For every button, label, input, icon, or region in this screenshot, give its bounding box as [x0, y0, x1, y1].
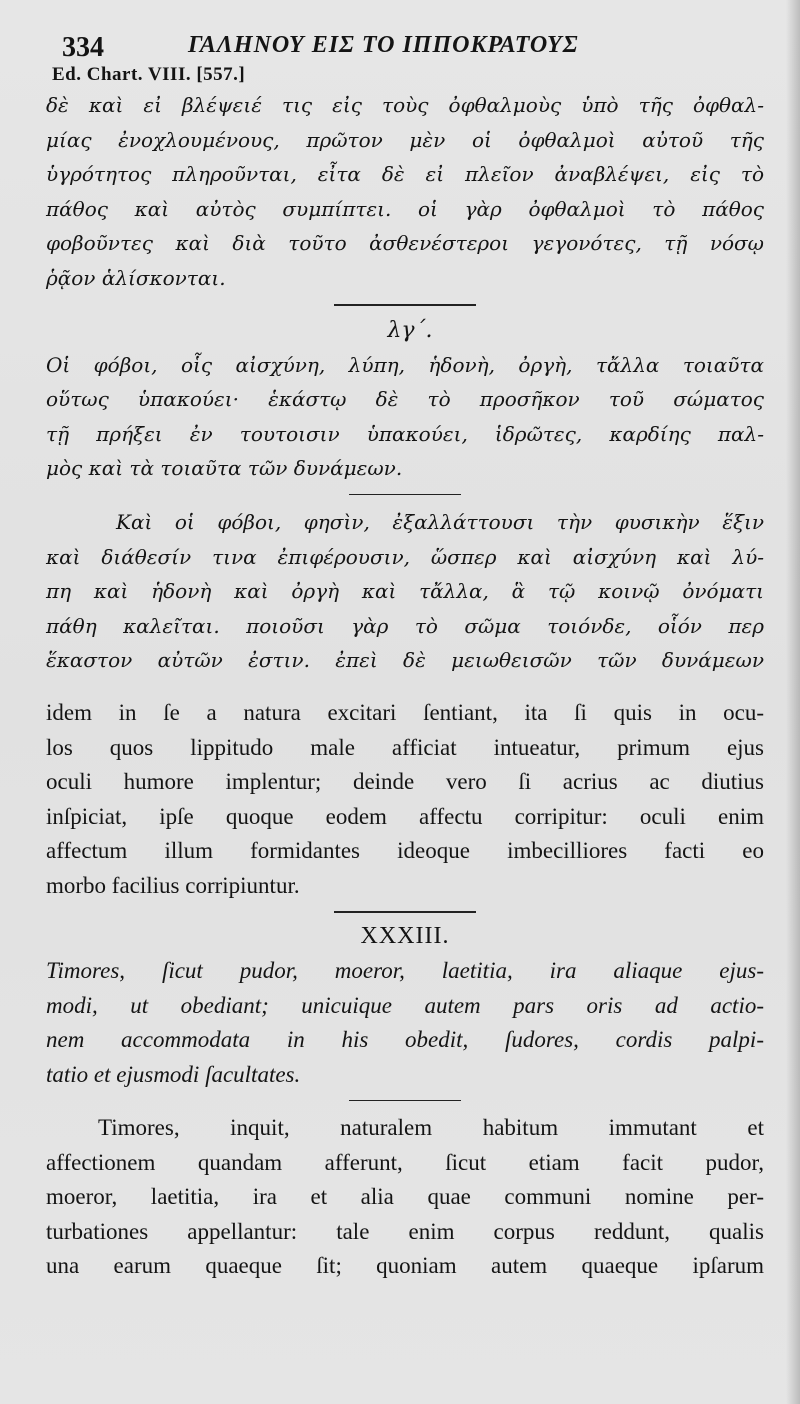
text-line: δὲ καὶ εἰ βλέψειέ τις εἰς τοὺς ὀφθαλμοὺς ὑπὸ τῆς ὀφθαλ- [46, 93, 764, 117]
text-line: Οἱ φόβοι, οἷς αἰσχύνη, λύπη, ἡδονὴ, ὀργὴ, τἄλλα τοιαῦτα [46, 352, 764, 377]
text-line: καὶ διάθεσίν τινα ἐπιφέρουσιν, ὥσπερ καὶ αἰσχύνη καὶ λύ- [46, 544, 764, 569]
text-line: ὑγρότητος πληροῦνται, εἶτα δὲ εἰ πλεῖον ἀναβλέψει, εἰς τὸ [46, 162, 764, 187]
text-line: affectum illum formidantes ideoque imbecilliores facti eo [46, 838, 764, 864]
greek-commentary-continued [46, 88, 764, 296]
text-line: tatio et ejusmodi ſacultates. [46, 1061, 301, 1087]
running-head [46, 30, 764, 64]
page-number: 334 [62, 32, 104, 63]
section-divider [349, 1100, 461, 1101]
text-line: oculi humore implentur; deinde vero ſi acrius ac diutius [46, 769, 764, 795]
text-line: idem in ſe a natura excitari ſentiant, ita ſi quis in ocu- [46, 699, 764, 725]
text-line: los quos lippitudo male afficiat intueatur, primum ejus [46, 734, 764, 760]
text-line: modi, ut obediant; unicuique autem pars oris ad actio- [46, 992, 764, 1018]
text-line: τῇ πρήξει ἐν τουτοισιν ὑπακούει, ἱδρῶτες, καρδίης παλ- [46, 421, 764, 446]
section-divider [334, 304, 476, 306]
text-line: οὕτως ὑπακούει· ἑκάστῳ δὲ τὸ προσῆκον τοῦ σώματος [46, 387, 764, 412]
greek-section-number: λγ΄. [387, 317, 433, 343]
text-line: Timores, ſicut pudor, moeror, laetitia, ira aliaque ejus- [46, 958, 764, 984]
text-line: Καὶ οἱ φόβοι, φησὶν, ἐξαλλάττουσι τὴν φυσικὴν ἕξιν [116, 509, 764, 534]
text-line: nem accommodata in his obedit, ſudores, cordis palpi- [46, 1027, 764, 1053]
text-line: φοβοῦντες καὶ διὰ τοῦτο ἀσθενέστεροι γεγονότες, τῇ νόσῳ [46, 231, 764, 256]
text-line: affectionem quandam afferunt, ſicut etiam facit pudor, [46, 1149, 764, 1175]
running-title: ΓΑΛΗΝΟΥ ΕΙΣ ΤΟ ΙΠΠΟΚΡΑΤΟΥΣ [188, 32, 579, 58]
text-line: πάθη καλεῖται. ποιοῦσι γὰρ τὸ σῶμα τοιόνδε, οἷόν περ [46, 613, 764, 638]
text-line: morbo facilius corripiuntur. [46, 872, 300, 898]
text-line: ἕκαστον αὐτῶν ἐστιν. ἐπεὶ δὲ μειωθεισῶν τῶν δυνάμεων [46, 648, 764, 673]
text-line: ῥᾷον ἁλίσκονται. [46, 265, 226, 290]
latin-section-number: XXXIII. [360, 923, 450, 950]
text-line: πάθος καὶ αὐτὸς συμπίπτει. οἱ γὰρ ὀφθαλμοὶ τὸ πάθος [46, 196, 764, 221]
text-line: πη καὶ ἡδονὴ καὶ ὀργὴ καὶ τἄλλα, ἃ τῷ κοινῷ ὀνόματι [46, 579, 764, 604]
text-line: una earum quaeque ſit; quoniam autem quaeque ipſarum [46, 1253, 764, 1279]
text-line: turbationes appellantur: tale enim corpus reddunt, qualis [46, 1218, 764, 1244]
edition-reference: Ed. Chart. VIII. [557.] [52, 64, 246, 85]
text-line: inſpiciat, ipſe quoque eodem affectu corripitur: oculi enim [46, 803, 764, 829]
section-divider [334, 911, 476, 913]
text-line: μίας ἐνοχλουμένους, πρῶτον μὲν οἱ ὀφθαλμοὶ αὐτοῦ τῆς [46, 127, 764, 152]
text-line: Timores, inquit, naturalem habitum immutant et [98, 1115, 764, 1141]
greek-commentary [46, 505, 764, 678]
latin-commentary [46, 1111, 764, 1284]
latin-aphorism [46, 954, 764, 1092]
greek-aphorism [46, 348, 764, 486]
text-line: μὸς καὶ τὰ τοιαῦτα τῶν δυνάμεων. [46, 456, 403, 481]
latin-translation-continued [46, 696, 764, 904]
section-divider [349, 494, 461, 495]
text-line: moeror, laetitia, ira et alia quae communi nomine per- [46, 1184, 764, 1210]
